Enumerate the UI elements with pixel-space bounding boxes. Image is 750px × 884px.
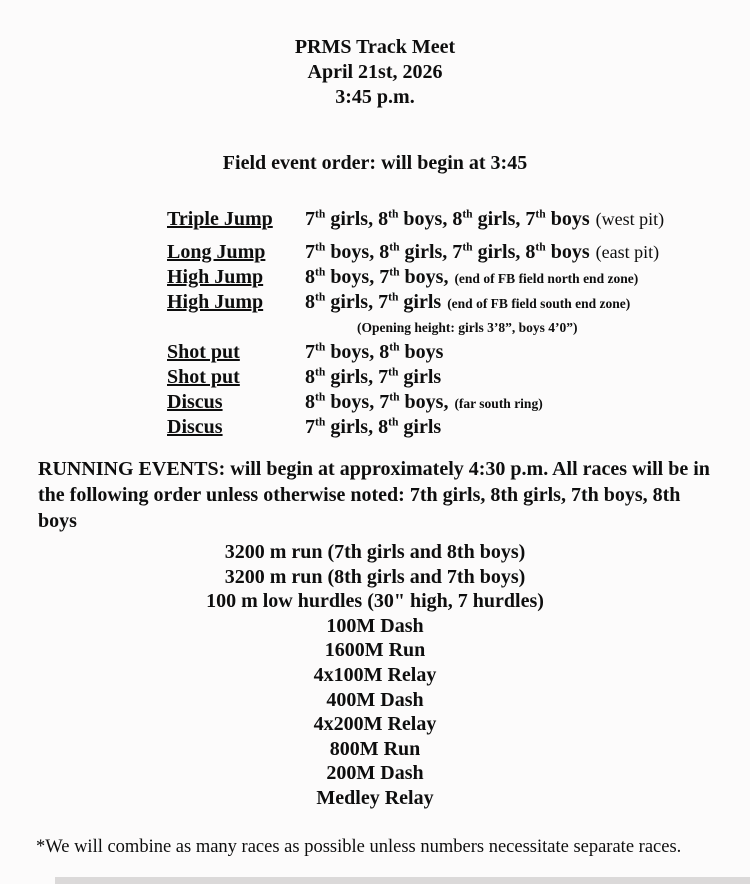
doc-date: April 21st, 2026 <box>307 61 443 83</box>
running-event-item: 4x200M Relay <box>313 713 437 736</box>
field-event-note: (end of FB field north end zone) <box>454 271 639 286</box>
field-event-note: (west pit) <box>595 209 665 229</box>
doc-title: PRMS Track Meet <box>294 36 456 58</box>
field-event-row <box>167 390 750 415</box>
running-events-heading: RUNNING EVENTS: will begin at approximately 4:30 p.m. All races will be in the following order unless otherwise noted: 7th girls, 8th girls, 7th boys, 8th boys <box>38 458 710 532</box>
field-event-row <box>167 207 750 232</box>
field-event-label: Triple Jump <box>167 208 273 230</box>
field-events-list <box>167 207 750 440</box>
running-event-item: 3200 m run (7th girls and 8th boys) <box>224 541 526 563</box>
field-event-row <box>167 240 750 265</box>
field-event-note: (east pit) <box>595 242 660 262</box>
field-event-label: Shot put <box>167 366 240 388</box>
field-event-teams: 8th girls, 7th girls <box>305 365 442 388</box>
running-event-item: 3200 m run (8th girls and 7th boys) <box>224 565 526 588</box>
field-event-teams: 7th boys, 8th girls, 7th girls, 8th boys <box>305 240 590 263</box>
field-event-label: Discus <box>167 416 223 438</box>
doc-time: 3:45 p.m. <box>335 86 415 108</box>
running-event-item: Medley Relay <box>316 786 434 809</box>
running-events-list <box>0 540 750 811</box>
field-event-row <box>167 365 750 390</box>
opening-height-note: (Opening height: girls 3’8”, boys 4’0”) <box>357 320 578 335</box>
scan-edge-artifact <box>55 877 750 884</box>
field-event-teams: 7th girls, 8th girls <box>305 415 442 438</box>
running-event-item: 200M Dash <box>326 762 424 785</box>
field-event-row <box>167 340 750 365</box>
field-event-teams: 7th girls, 8th boys, 8th girls, 7th boys <box>305 207 590 230</box>
running-event-item: 100 m low hurdles (30" high, 7 hurdles) <box>206 590 544 613</box>
running-event-item: 400M Dash <box>326 688 424 711</box>
running-event-item: 100M Dash <box>326 614 424 637</box>
field-event-row <box>167 265 750 290</box>
field-event-label: Long Jump <box>167 241 266 263</box>
field-event-teams: 8th girls, 7th girls <box>305 290 442 313</box>
doc-header <box>0 0 750 110</box>
field-event-row <box>167 415 750 440</box>
footnote: *We will combine as many races as possible unless numbers necessitate separate races. <box>36 836 682 857</box>
running-event-item: 800M Run <box>329 737 421 760</box>
field-event-label: High Jump <box>167 291 264 313</box>
field-event-row <box>167 290 750 315</box>
field-event-teams: 8th boys, 7th boys, <box>305 390 449 413</box>
field-event-label: High Jump <box>167 266 264 288</box>
field-event-teams: 7th boys, 8th boys <box>305 340 444 363</box>
field-event-teams: 8th boys, 7th boys, <box>305 265 449 288</box>
field-event-label: Shot put <box>167 341 240 363</box>
field-events-heading: Field event order: will begin at 3:45 <box>222 152 528 174</box>
running-event-item: 1600M Run <box>324 639 426 662</box>
field-event-label: Discus <box>167 391 223 413</box>
running-event-item: 4x100M Relay <box>313 663 437 686</box>
field-event-note: (end of FB field south end zone) <box>447 296 631 311</box>
field-event-note: (far south ring) <box>454 396 543 411</box>
